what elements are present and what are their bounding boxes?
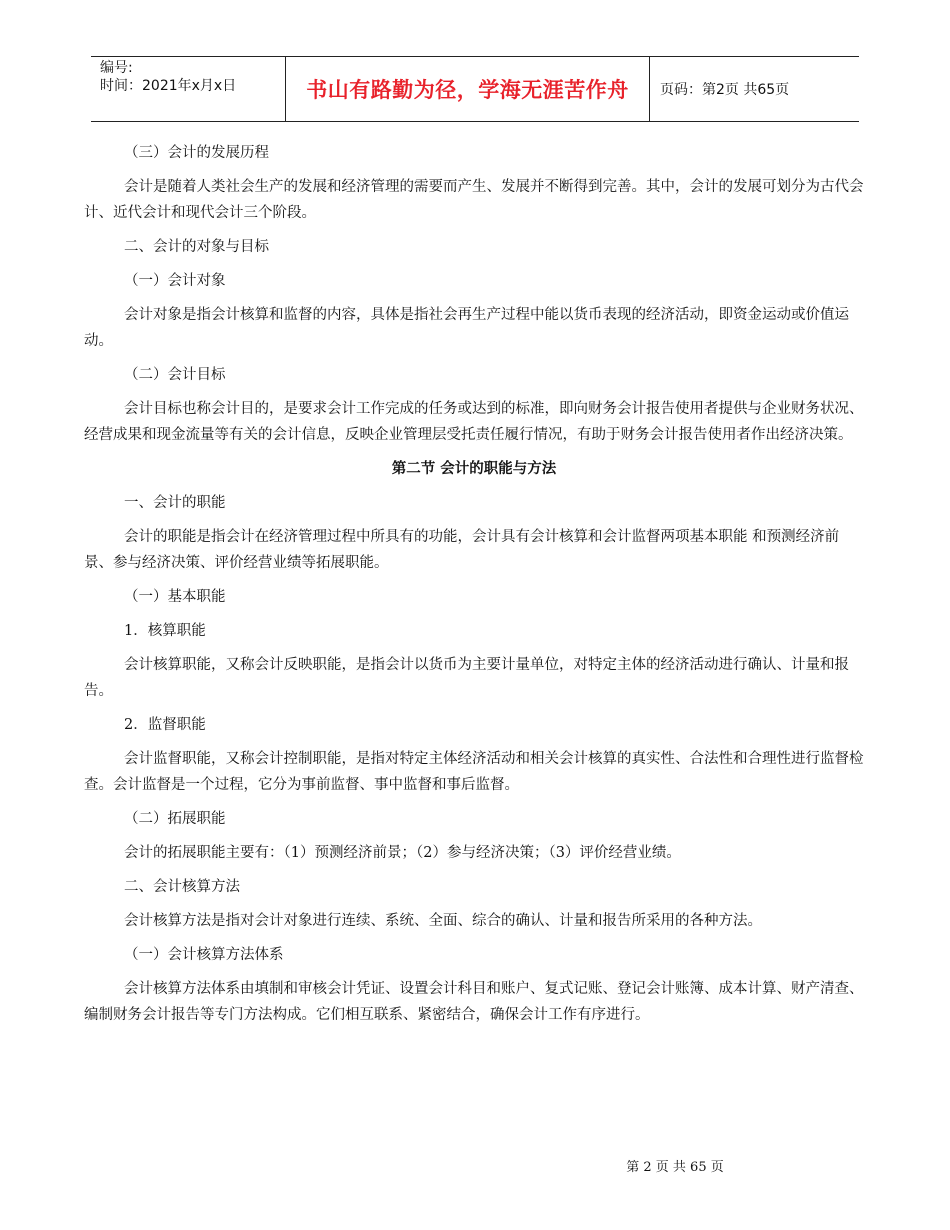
document-number-label: 编号: <box>100 60 133 76</box>
paragraph: 会计核算方法体系由填制和审核会计凭证、设置会计科目和账户、复式记账、登记会计账簿、成本计算、财产清查、编制财务会计报告等专门方法构成。它们相互联系、紧密结合，确保会计工作有序进行。 <box>84 981 864 1023</box>
document-body <box>84 140 864 1036</box>
document-date-label: 时间：2021年x月x日 <box>100 78 237 94</box>
paragraph: 会计目标也称会计目的，是要求会计工作完成的任务或达到的标准，即向财务会计报告使用者提供与企业财务状况、经营成果和现金流量等有关的会计信息，反映企业管理层受托责任履行情况，有助于财务会计报告使用者作出经济决策。 <box>84 401 864 443</box>
paragraph: 会计监督职能，又称会计控制职能，是指对特定主体经济活动和相关会计核算的真实性、合法性和合理性进行监督检查。会计监督是一个过程，它分为事前监督、事中监督和事后监督。 <box>84 751 864 793</box>
paragraph: 会计是随着人类社会生产的发展和经济管理的需要而产生、发展并不断得到完善。其中，会计的发展可划分为古代会计、近代会计和现代会计三个阶段。 <box>84 179 864 221</box>
subheading: （一）会计核算方法体系 <box>124 947 284 963</box>
document-header <box>91 56 859 122</box>
paragraph: 会计核算职能，又称会计反映职能，是指会计以货币为主要计量单位，对特定主体的经济活动进行确认、计量和报告。 <box>84 657 849 699</box>
subheading: （二）会计目标 <box>124 367 226 383</box>
footer-page-number: 第 2 页 共 65 页 <box>626 1160 724 1175</box>
paragraph: 会计的拓展职能主要有：（1）预测经济前景；（2）参与经济决策；（3）评价经营业绩。 <box>124 845 681 861</box>
subheading: 1．核算职能 <box>124 623 206 639</box>
paragraph: 会计核算方法是指对会计对象进行连续、系统、全面、综合的确认、计量和报告所采用的各种方法。 <box>124 913 762 929</box>
header-page-info: 页码：第2页 共65页 <box>660 82 790 98</box>
paragraph: 会计对象是指会计核算和监督的内容，具体是指社会再生产过程中能以货币表现的经济活动，即资金运动或价值运动。 <box>84 307 849 349</box>
subheading: （三）会计的发展历程 <box>124 145 269 161</box>
section-title: 第二节 会计的职能与方法 <box>391 461 557 477</box>
heading: 二、会计核算方法 <box>124 879 240 895</box>
subheading: 2．监督职能 <box>124 717 206 733</box>
heading: 二、会计的对象与目标 <box>124 239 269 255</box>
paragraph: 会计的职能是指会计在经济管理过程中所具有的功能，会计具有会计核算和会计监督两项基本职能 和预测经济前景、参与经济决策、评价经营业绩等拓展职能。 <box>84 529 840 571</box>
header-meta-cell <box>91 57 286 121</box>
subheading: （一）会计对象 <box>124 273 226 289</box>
heading: 一、会计的职能 <box>124 495 226 511</box>
page-footer <box>0 1156 950 1175</box>
header-motto: 书山有路勤为径，学海无涯苦作舟 <box>286 57 650 121</box>
subheading: （二）拓展职能 <box>124 811 226 827</box>
subheading: （一）基本职能 <box>124 589 226 605</box>
